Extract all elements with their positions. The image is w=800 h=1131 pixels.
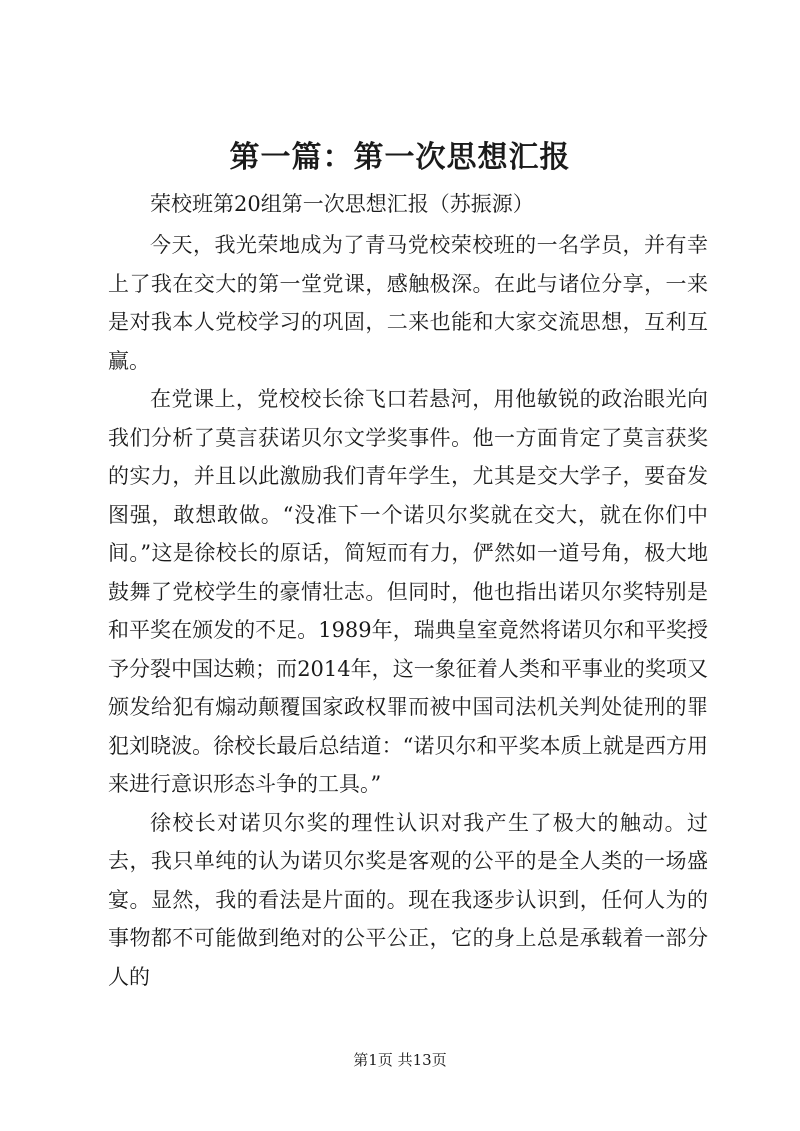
document-body — [108, 226, 708, 996]
document-title: 第一篇：第一次思想汇报 — [229, 140, 571, 175]
paragraph-2: 在党课上，党校校长徐飞口若悬河，用他敏锐的政治眼光向我们分析了莫言获诺贝尔文学奖事件。他一方面肯定了莫言获奖的实力，并且以此激励我们青年学生，尤其是交大学子，要奋发图强，敢想敢做。“没准下一个诺贝尔奖就在交大，就在你们中间。”这是徐校长的原话，简短而有力，俨然如一道号角，极大地鼓舞了党校学生的豪情壮志。但同时，他也指出诺贝尔奖特别是和平奖在颁发的不足。1989年，瑞典皇室竟然将诺贝尔和平奖授予分裂中国达赖；而2014年，这一象征着人类和平事业的奖项又颁发给犯有煽动颠覆国家政权罪而被中国司法机关判处徒刑的罪犯刘晓波。徐校长最后总结道：“诺贝尔和平奖本质上就是西方用来进行意识形态斗争的工具。” — [108, 387, 708, 796]
document-subtitle: 荣校班第20组第一次思想汇报（苏振源） — [150, 192, 534, 216]
page-footer: 第1页 共13页 — [353, 1051, 447, 1069]
paragraph-3: 徐校长对诺贝尔奖的理性认识对我产生了极大的触动。过去，我只单纯的认为诺贝尔奖是客观的公平的是全人类的一场盛宴。显然，我的看法是片面的。现在我逐步认识到，任何人为的事物都不可能做到绝对的公平公正，它的身上总是承载着一部分人的 — [108, 810, 708, 989]
paragraph-1: 今天，我光荣地成为了青马党校荣校班的一名学员，并有幸上了我在交大的第一堂党课，感触极深。在此与诸位分享，一来是对我本人党校学习的巩固，二来也能和大家交流思想，互利互赢。 — [108, 233, 708, 373]
